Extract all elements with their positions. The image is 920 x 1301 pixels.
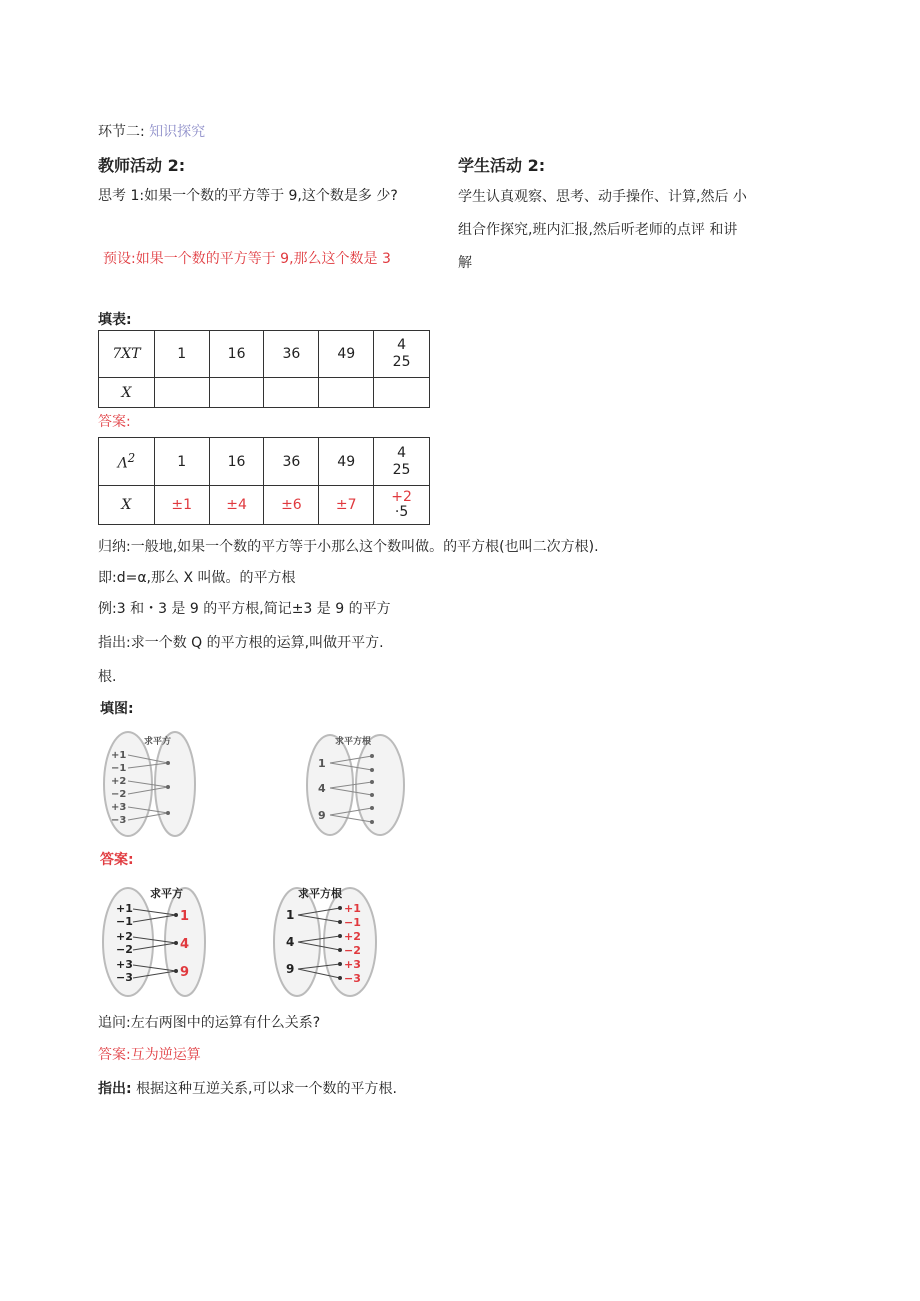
mapping-target-dot (174, 913, 178, 917)
answer-head-symbol: Λ (117, 455, 128, 472)
root-result: +2 (344, 930, 361, 943)
square-result: 9 (180, 965, 190, 980)
root-diagram-answer (272, 880, 380, 998)
fraction-bottom: 25 (392, 354, 411, 370)
fraction-top: 4 (397, 444, 407, 461)
fill-table-cell: 36 (264, 331, 319, 378)
point-continued: 根. (98, 669, 117, 685)
followup-point-label: 指出: (98, 1081, 132, 1097)
answer-table-head-1 (99, 438, 155, 486)
student-line-1: 学生认真观察、思考、动手操作、计算,然后 小 (458, 189, 747, 205)
answer-table-cell: 1 (154, 438, 209, 486)
followup-point-text: 根据这种互逆关系,可以求一个数的平方根. (136, 1081, 397, 1097)
answer-table-cell: 49 (319, 438, 374, 486)
square-result: 1 (180, 909, 190, 924)
mapping-target-dot (174, 969, 178, 973)
mapping-target-dot (370, 754, 374, 758)
fill-diagram-label: 填图: (100, 701, 134, 717)
diagram-title: 求平方根 (335, 737, 372, 747)
signed-number: −2 (111, 789, 127, 800)
fraction-top: 4 (397, 337, 407, 353)
fill-table-cell: 16 (209, 331, 264, 378)
signed-number: +3 (116, 958, 133, 971)
signed-number: −1 (116, 915, 133, 928)
signed-number: −3 (111, 815, 127, 826)
example-text: 例:3 和・3 是 9 的平方根,简记±3 是 9 的平方 (98, 601, 391, 617)
diagram-answer-label: 答案: (100, 852, 134, 868)
root-result: +1 (344, 902, 361, 915)
answer-head-sup: 2 (127, 451, 136, 466)
followup-point (98, 1078, 397, 1098)
fill-table-row-values (99, 331, 430, 378)
answer-cell: ±1 (154, 486, 209, 525)
signed-number: +1 (116, 902, 133, 915)
section-title: 知识探究 (149, 124, 206, 140)
answer-cell: ±7 (319, 486, 374, 525)
fill-table-row-answers (99, 378, 430, 408)
mapping-target-dot (370, 806, 374, 810)
root-result: −2 (344, 944, 361, 957)
mapping-target-dot (370, 793, 374, 797)
student-heading: 学生活动 2: (458, 156, 546, 175)
teacher-heading: 教师活动 2: (98, 156, 186, 175)
teacher-question: 思考 1:如果一个数的平方等于 9,这个数是多 少? (98, 188, 398, 204)
mapping-target-dot (174, 941, 178, 945)
square-result: 4 (180, 937, 190, 952)
fill-table-empty-cell[interactable] (154, 378, 209, 408)
fill-table-empty-cell[interactable] (264, 378, 319, 408)
square-diagram-blank (98, 728, 202, 838)
mapping-target-dot (370, 768, 374, 772)
fill-table-label: 填表: (98, 312, 132, 328)
student-line-3: 解 (458, 255, 472, 271)
signed-number: +2 (111, 776, 127, 787)
signed-number: +1 (111, 750, 127, 761)
signed-number: −1 (111, 763, 127, 774)
fill-table-head-2: X (99, 378, 155, 408)
point-text: 指出:求一个数 Q 的平方根的运算,叫做开平方. (98, 635, 384, 651)
mapping-target-dot (338, 920, 342, 924)
mapping-target-dot (338, 976, 342, 980)
square-number: 4 (318, 782, 326, 795)
answer-cell-fraction (374, 486, 430, 525)
mapping-target-dot (338, 906, 342, 910)
answer-fraction-bottom: ·5 (394, 504, 409, 520)
square-number: 9 (318, 809, 326, 822)
fill-table-cell: 1 (154, 331, 209, 378)
fill-table-empty-cell[interactable] (209, 378, 264, 408)
square-number: 1 (286, 908, 295, 922)
signed-number: +2 (116, 930, 133, 943)
domain-ellipse (307, 735, 353, 835)
square-number: 4 (286, 935, 295, 949)
followup-question: 追问:左右两图中的运算有什么关系? (98, 1015, 321, 1031)
answer-cell: ±6 (264, 486, 319, 525)
fraction-bottom: 25 (392, 461, 411, 478)
answer-table-fraction (374, 438, 430, 486)
teacher-preset: 预设:如果一个数的平方等于 9,那么这个数是 3 (103, 251, 391, 267)
root-diagram-blank (302, 730, 408, 840)
fill-table-empty-cell[interactable] (374, 378, 430, 408)
root-result: +3 (344, 958, 361, 971)
mapping-target-dot (338, 934, 342, 938)
square-number: 9 (286, 962, 295, 976)
answer-table-cell: 16 (209, 438, 264, 486)
answer-table-cell: 36 (264, 438, 319, 486)
root-result: −3 (344, 972, 361, 985)
root-result: −1 (344, 916, 361, 929)
summary-text: 归纳:一般地,如果一个数的平方等于小那么这个数叫做。的平方根(也叫二次方根). (98, 539, 599, 555)
answer-table-row-values (99, 438, 430, 486)
range-ellipse (155, 732, 195, 836)
section-number: 环节二: (98, 124, 145, 140)
answer-label: 答案: (98, 414, 131, 430)
signed-number: +3 (111, 802, 127, 813)
range-ellipse (356, 735, 404, 835)
mapping-target-dot (338, 962, 342, 966)
mapping-target-dot (370, 780, 374, 784)
followup-answer: 答案:互为逆运算 (98, 1047, 201, 1063)
fill-table (98, 330, 430, 408)
answer-table (98, 437, 430, 525)
mapping-target-dot (338, 948, 342, 952)
mapping-target-dot (370, 820, 374, 824)
diagram-title: 求平方 (144, 737, 172, 747)
section-label (98, 121, 205, 141)
signed-number: −3 (116, 971, 133, 984)
fill-table-head-1: 7XT (99, 331, 155, 378)
mapping-target-dot (166, 811, 170, 815)
signed-number: −2 (116, 943, 133, 956)
mapping-target-dot (166, 761, 170, 765)
square-number: 1 (318, 757, 326, 770)
fill-table-fraction (374, 331, 430, 378)
answer-table-head-2: X (99, 486, 155, 525)
fill-table-cell: 49 (319, 331, 374, 378)
diagram-title: 求平方根 (298, 887, 342, 900)
domain-ellipse (274, 888, 320, 996)
definition-text: 即:d=α,那么 X 叫做。的平方根 (98, 570, 296, 586)
answer-fraction-top: +2 (391, 489, 412, 505)
answer-table-row-answers (99, 486, 430, 525)
answer-cell: ±4 (209, 486, 264, 525)
square-diagram-answer (100, 880, 210, 998)
diagram-title: 求平方 (150, 887, 183, 900)
mapping-target-dot (166, 785, 170, 789)
student-line-2: 组合作探究,班内汇报,然后听老师的点评 和讲 (458, 222, 738, 238)
fill-table-empty-cell[interactable] (319, 378, 374, 408)
